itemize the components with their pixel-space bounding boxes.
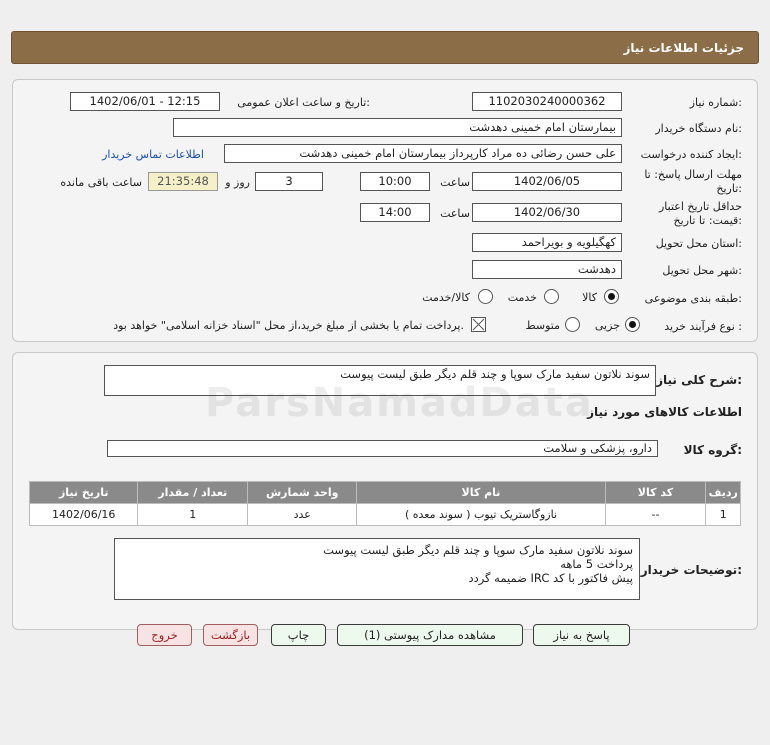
buyer-contact-link[interactable]: اطلاعات تماس خریدار (102, 148, 204, 161)
city-field[interactable]: دهدشت (472, 260, 622, 279)
days-label: روز و (225, 176, 250, 189)
cell-qty: 1 (138, 504, 248, 526)
exit-button[interactable]: خروج (137, 624, 192, 646)
summary-label: شرح کلی نیاز: (656, 373, 742, 387)
category-service-label: خدمت (507, 291, 537, 304)
process-minor-radio[interactable] (625, 317, 640, 332)
buyer-notes-field[interactable] (114, 538, 640, 600)
reply-time-field[interactable]: 10:00 (360, 172, 430, 191)
buyer-notes-line: سوند نلاتون سفید مارک سوپا و چند قلم دیگر طبق لیست پیوست (323, 543, 633, 557)
treasury-payment-checkbox[interactable] (471, 317, 486, 332)
back-button[interactable]: بازگشت (203, 624, 258, 646)
cell-unit: عدد (247, 504, 357, 526)
process-type-label: نوع فرآیند خرید : (664, 320, 742, 333)
goods-group-label: گروه کالا: (683, 443, 742, 457)
process-minor-label: جزیی (594, 319, 620, 332)
reply-hour-label: ساعت (440, 176, 470, 189)
cell-code: -- (605, 504, 706, 526)
days-field[interactable]: 3 (255, 172, 323, 191)
creator-field[interactable]: علی حسن رضائی ده مراد کارپرداز بیمارستان امام خمینی دهدشت (224, 144, 622, 163)
validity-date-field[interactable]: 1402/06/30 (472, 203, 622, 222)
page-header (11, 31, 759, 64)
col-row: ردیف (706, 482, 741, 504)
buyer-org-field[interactable]: بیمارستان امام خمینی دهدشت (173, 118, 622, 137)
col-date: تاریخ نیاز (30, 482, 138, 504)
need-number-field[interactable]: 1102030240000362 (472, 92, 622, 111)
buyer-notes-line: پیش فاکتور با کد IRC ضمیمه گردد (468, 571, 633, 585)
cell-row: 1 (706, 504, 741, 526)
reply-button[interactable]: پاسخ به نیاز (533, 624, 630, 646)
buyer-notes-label: توضیحات خریدار: (640, 563, 742, 577)
category-goods-radio[interactable] (604, 289, 619, 304)
col-unit: واحد شمارش (247, 482, 357, 504)
reply-date-field[interactable]: 1402/06/05 (472, 172, 622, 191)
remaining-time-label: ساعت باقی مانده (60, 176, 142, 189)
buyer-org-label: نام دستگاه خریدار: (655, 122, 742, 135)
view-attachments-button[interactable]: مشاهده مدارک پیوستی (1) (337, 624, 523, 646)
col-name: نام کالا (357, 482, 605, 504)
process-medium-radio[interactable] (565, 317, 580, 332)
process-medium-label: متوسط (525, 319, 560, 332)
price-validity-label: حداقل تاریخ اعتبار قیمت: تا تاریخ: (658, 200, 742, 227)
goods-table-header (30, 482, 741, 504)
print-button[interactable]: چاپ (271, 624, 326, 646)
category-service-radio[interactable] (544, 289, 559, 304)
summary-field[interactable]: سوند نلاتون سفید مارک سوپا و چند قلم دیگر طبق لیست پیوست (104, 365, 656, 396)
goods-group-field[interactable]: دارو، پزشکی و سلامت (107, 440, 658, 457)
cell-name: نازوگاستریک تیوب ( سوند معده ) (357, 504, 605, 526)
goods-section-title: اطلاعات کالاهای مورد نیاز (587, 405, 742, 419)
table-row[interactable] (30, 504, 741, 526)
category-goods-service-radio[interactable] (478, 289, 493, 304)
category-goods-service-label: کالا/خدمت (422, 291, 470, 304)
announce-datetime-label: تاریخ و ساعت اعلان عمومی: (237, 96, 370, 109)
category-label: طبقه بندی موضوعی: (644, 292, 742, 305)
validity-time-field[interactable]: 14:00 (360, 203, 430, 222)
announce-datetime-field[interactable]: 1402/06/01 - 12:15 (70, 92, 220, 111)
col-qty: تعداد / مقدار (138, 482, 248, 504)
col-code: کد کالا (605, 482, 706, 504)
city-label: شهر محل تحویل: (662, 264, 742, 277)
need-number-label: شماره نیاز: (689, 96, 742, 109)
cell-date: 1402/06/16 (30, 504, 138, 526)
goods-table (29, 481, 741, 526)
province-field[interactable]: کهگیلویه و بویراحمد (472, 233, 622, 252)
page-title: جزئیات اطلاعات نیاز (623, 41, 744, 55)
validity-hour-label: ساعت (440, 207, 470, 220)
province-label: استان محل تحویل: (655, 237, 742, 250)
treasury-payment-note: پرداخت تمام یا بخشی از مبلغ خرید،از محل "اسناد خزانه اسلامی" خواهد بود. (113, 319, 464, 332)
reply-deadline-label: مهلت ارسال پاسخ: تا تاریخ: (644, 168, 742, 195)
remaining-time-field: 21:35:48 (148, 172, 218, 191)
category-goods-label: کالا (582, 291, 597, 304)
buyer-notes-line: پرداخت 5 ماهه (560, 557, 633, 571)
creator-label: ایجاد کننده درخواست: (640, 148, 742, 161)
